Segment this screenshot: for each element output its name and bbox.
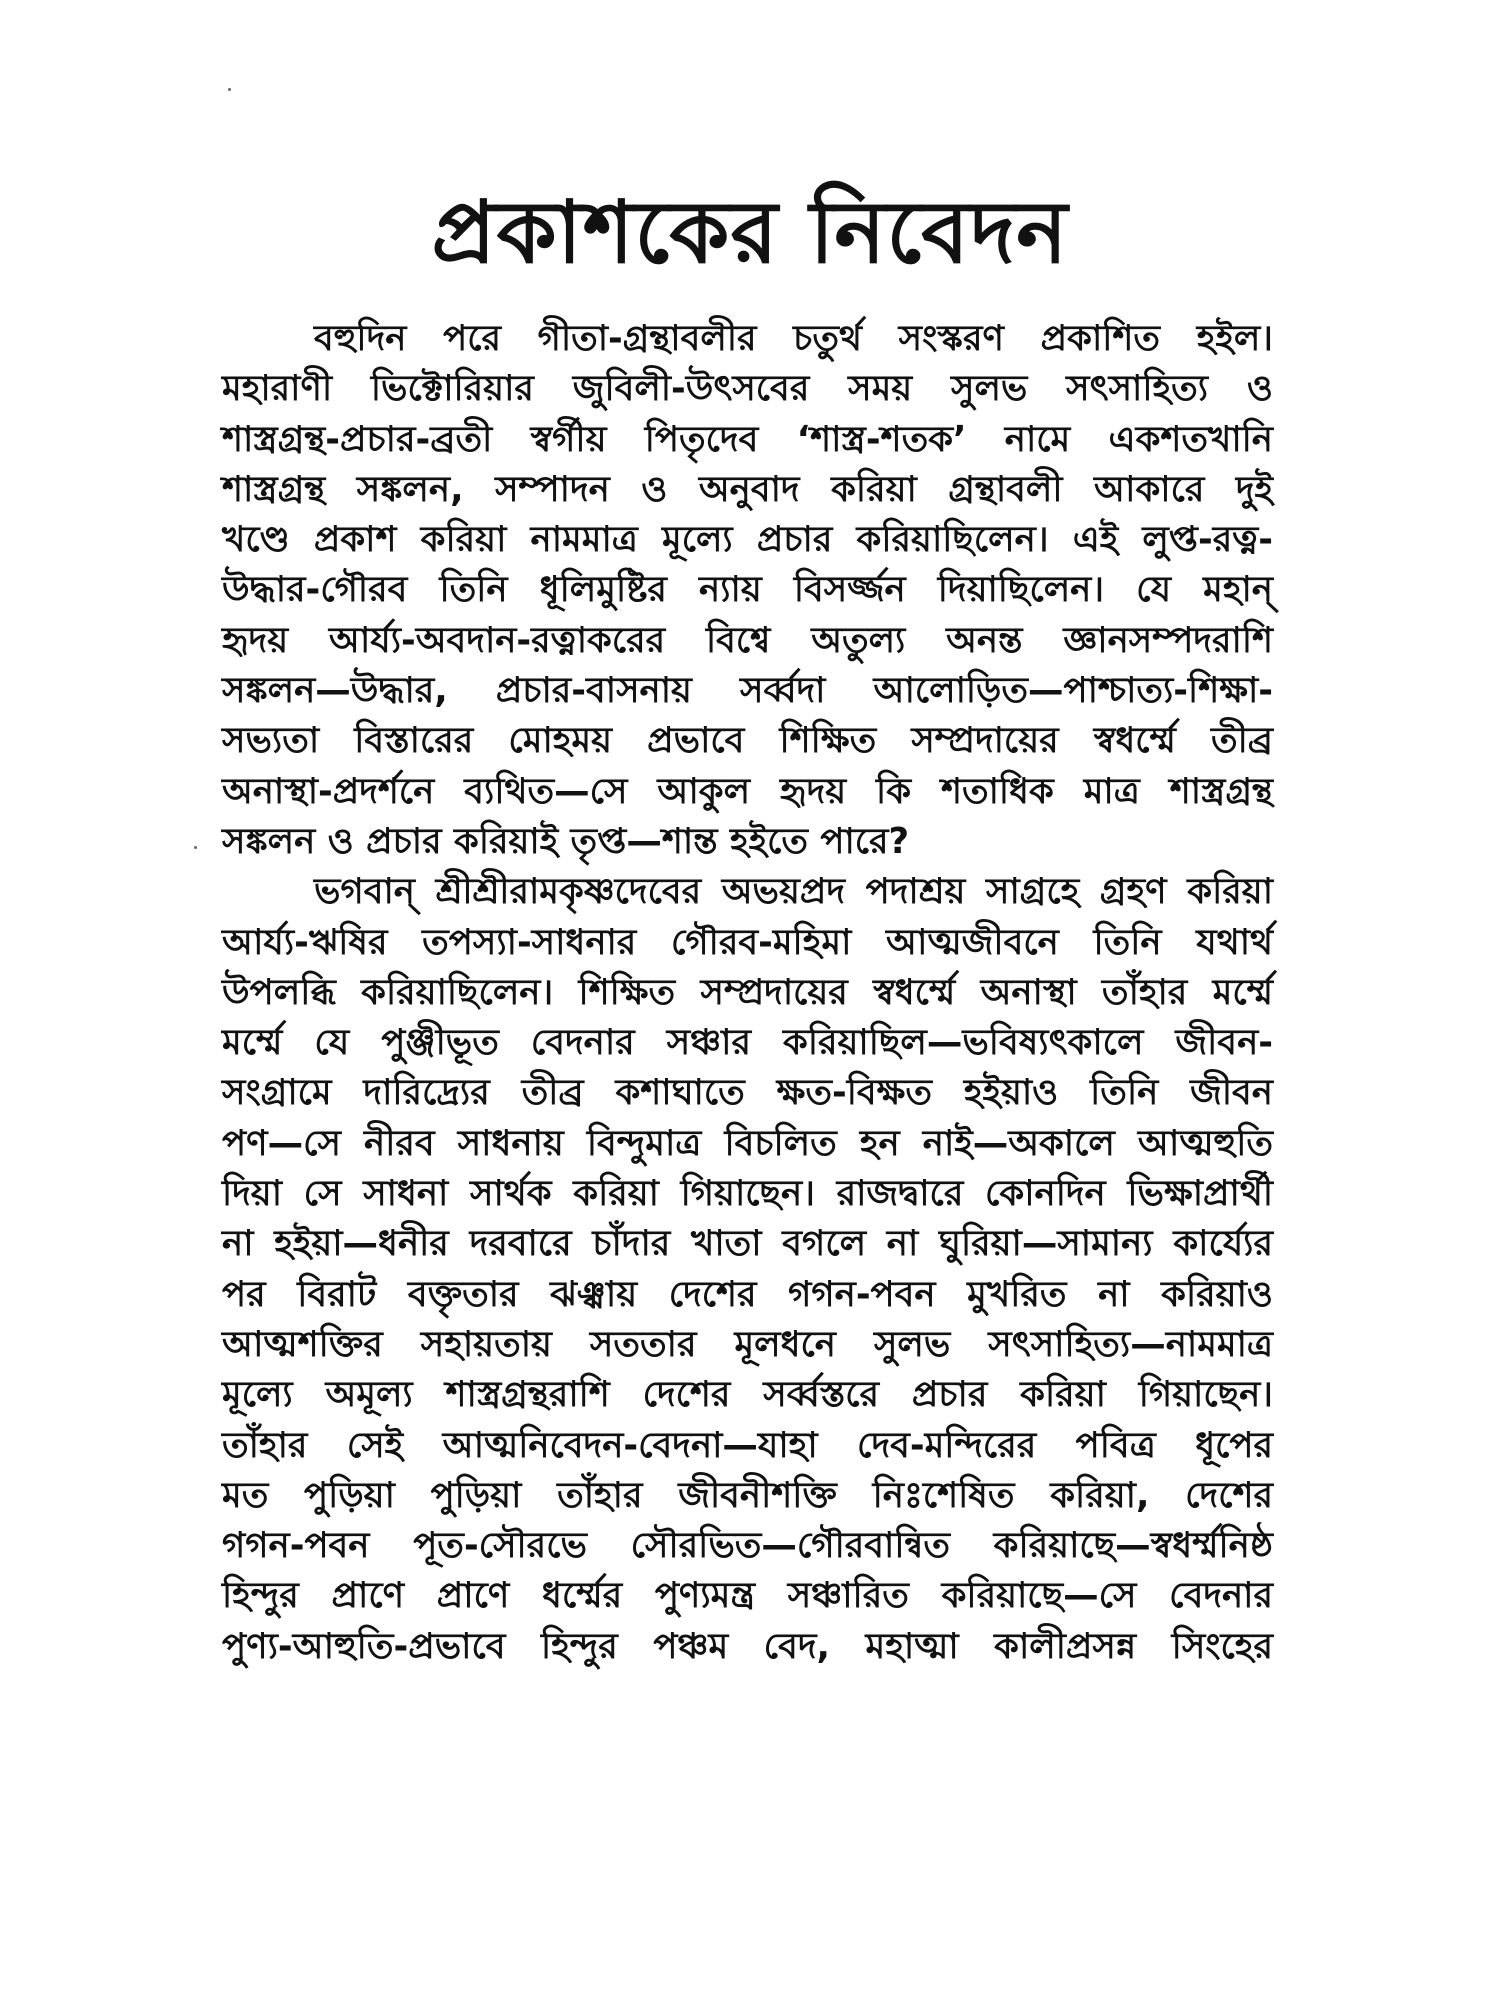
text-line: সঙ্কলন ও প্রচার করিয়াই তৃপ্ত—শান্ত হইতে পারে?: [222, 820, 910, 862]
text-line: হৃদয় আর্য্য-অবদান-রত্নাকরের বিশ্বে অতুল্য অনন্ত জ্ঞানসম্পদরাশি: [222, 619, 1273, 661]
text-line: বহুদিন পরে গীতা-গ্রন্থাবলীর চতুর্থ সংস্করণ প্রকাশিত হইল।: [314, 318, 1273, 359]
text-line: মর্ম্মে যে পুঞ্জীভূত বেদনার সঞ্চার করিয়াছিল—ভবিষ্যৎকালে জীবন-: [222, 1022, 1273, 1064]
paragraph-1: [222, 314, 1273, 867]
text-line: শাস্ত্রগ্রন্থ-প্রচার-ব্রতী স্বর্গীয় পিতৃদেব ‘শাস্ত্র-শতক’ নামে একশতখানি: [222, 418, 1273, 460]
text-line: পর বিরাট বক্তৃতার ঝঞ্ঝায় দেশের গগন-পবন মুখরিত না করিয়াও: [222, 1273, 1273, 1315]
text-line: গগন-পবন পূত-সৌরভে সৌরভিত—গৌরবান্বিত করিয়াছে—স্বধর্ম্মনিষ্ঠ: [222, 1525, 1273, 1567]
text-line: খণ্ডে প্রকাশ করিয়া নামমাত্র মূল্যে প্রচার করিয়াছিলেন। এই লুপ্ত-রত্ন-: [222, 519, 1273, 561]
text-line: আর্য্য-ঋষির তপস্যা-সাধনার গৌরব-মহিমা আত্মজীবনে তিনি যথার্থ: [222, 921, 1273, 963]
text-line: তাঁহার সেই আত্মনিবেদন-বেদনা—যাহা দেব-মন্দিরের পবিত্র ধূপের: [222, 1424, 1273, 1466]
scan-speck: [194, 846, 197, 849]
text-line: উপলব্ধি করিয়াছিলেন। শিক্ষিত সম্প্রদায়ের স্বধর্ম্মে অনাস্থা তাঁহার মর্ম্মে: [222, 971, 1273, 1013]
page-title: প্রকাশকের নিবেদন: [431, 183, 1069, 283]
text-line: দিয়া সে সাধনা সার্থক করিয়া গিয়াছেন। রাজদ্বারে কোনদিন ভিক্ষাপ্রার্থী: [222, 1173, 1273, 1215]
text-line: মত পুড়িয়া পুড়িয়া তাঁহার জীবনীশক্তি নিঃশেষিত করিয়া, দেশের: [222, 1474, 1273, 1516]
text-line: না হইয়া—ধনীর দরবারে চাঁদার খাতা বগলে না ঘুরিয়া—সামান্য কার্য্যের: [222, 1223, 1273, 1265]
text-line: সংগ্রামে দারিদ্র্যের তীব্র কশাঘাতে ক্ষত-বিক্ষত হইয়াও তিনি জীবন: [222, 1072, 1273, 1114]
text-line: সভ্যতা বিস্তারের মোহময় প্রভাবে শিক্ষিত সম্প্রদায়ের স্বধর্ম্মে তীব্র: [222, 720, 1273, 762]
scan-speck: [228, 88, 231, 91]
body-text: [222, 314, 1273, 1672]
text-line: আত্মশক্তির সহায়তায় সততার মূলধনে সুলভ সৎসাহিত্য—নামমাত্র: [222, 1323, 1273, 1365]
paragraph-2: [222, 867, 1273, 1672]
text-line: হিন্দুর প্রাণে প্রাণে ধর্ম্মের পুণ্যমন্ত্র সঞ্চারিত করিয়াছে—সে বেদনার: [222, 1575, 1273, 1617]
text-line: মূল্যে অমূল্য শাস্ত্রগ্রন্থরাশি দেশের সর্ব্বস্তরে প্রচার করিয়া গিয়াছেন।: [222, 1374, 1273, 1416]
text-line: পণ—সে নীরব সাধনায় বিন্দুমাত্র বিচলিত হন নাই—অকালে আত্মহুতি: [222, 1122, 1273, 1164]
text-line: উদ্ধার-গৌরব তিনি ধূলিমুষ্টির ন্যায় বিসর্জ্জন দিয়াছিলেন। যে মহান্: [222, 569, 1273, 611]
text-line: মহারাণী ভিক্টোরিয়ার জুবিলী-উৎসবের সময় সুলভ সৎসাহিত্য ও: [222, 368, 1273, 410]
text-line: ভগবান্ শ্রীশ্রীরামকৃষ্ণদেবের অভয়প্রদ পদাশ্রয় সাগ্রহে গ্রহণ করিয়া: [314, 871, 1273, 913]
text-line: অনাস্থা-প্রদর্শনে ব্যথিত—সে আকুল হৃদয় কি শতাধিক মাত্র শাস্ত্রগ্রন্থ: [222, 770, 1273, 812]
text-line: শাস্ত্রগ্রন্থ সঙ্কলন, সম্পাদন ও অনুবাদ করিয়া গ্রন্থাবলী আকারে দুই: [222, 468, 1273, 510]
text-line: পুণ্য-আহুতি-প্রভাবে হিন্দুর পঞ্চম বেদ, মহাত্মা কালীপ্রসন্ন সিংহের: [222, 1625, 1273, 1667]
text-line: সঙ্কলন—উদ্ধার, প্রচার-বাসনায় সর্ব্বদা আলোড়িত—পাশ্চাত্য-শিক্ষা-: [222, 670, 1273, 712]
